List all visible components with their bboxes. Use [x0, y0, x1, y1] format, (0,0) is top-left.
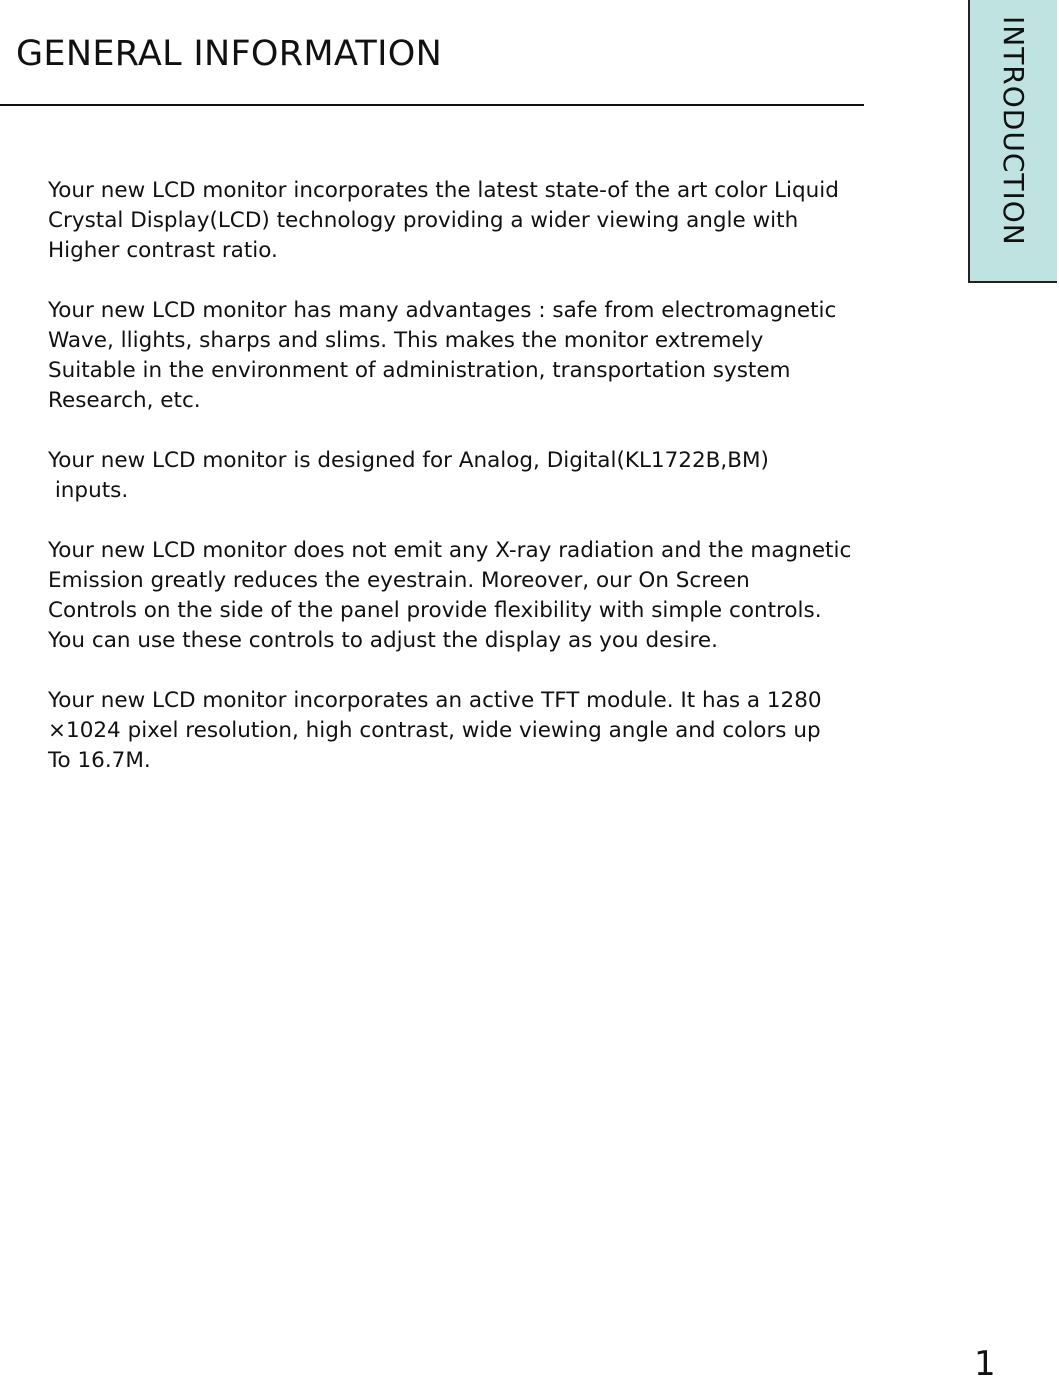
paragraph-tft-module: [48, 686, 948, 776]
text-line: inputs.: [48, 478, 129, 503]
section-tab-introduction: [968, 0, 1057, 283]
page-number: 1: [974, 1344, 996, 1384]
text-line: Your new LCD monitor incorporates the latest state-of the art color Liquid: [48, 178, 839, 203]
section-tab-label: INTRODUCTION: [997, 16, 1030, 246]
text-line: Your new LCD monitor incorporates an active TFT module. It has a 1280: [48, 688, 822, 713]
text-line: Your new LCD monitor is designed for Analog, Digital(KL1722B,BM): [48, 448, 769, 473]
text-line: You can use these controls to adjust the display as you desire.: [48, 628, 718, 653]
paragraph-advantages: [48, 296, 948, 416]
paragraph-radiation-controls: [48, 536, 948, 656]
text-line: To 16.7M.: [48, 748, 151, 773]
title-divider: [0, 104, 864, 106]
text-line: Your new LCD monitor does not emit any X-ray radiation and the magnetic: [48, 538, 852, 563]
text-line: ×1024 pixel resolution, high contrast, wide viewing angle and colors up: [48, 718, 821, 743]
body-text: [48, 176, 948, 806]
paragraph-lcd-technology: [48, 176, 948, 266]
text-line: Crystal Display(LCD) technology providing a wider viewing angle with: [48, 208, 799, 233]
text-line: Your new LCD monitor has many advantages : safe from electromagnetic: [48, 298, 837, 323]
paragraph-inputs: [48, 446, 948, 506]
page-title: GENERAL INFORMATION: [16, 34, 443, 74]
text-line: Wave, llights, sharps and slims. This makes the monitor extremely: [48, 328, 764, 353]
text-line: Emission greatly reduces the eyestrain. Moreover, our On Screen: [48, 568, 750, 593]
text-line: Higher contrast ratio.: [48, 238, 278, 263]
text-line: Controls on the side of the panel provide flexibility with simple controls.: [48, 598, 822, 623]
text-line: Research, etc.: [48, 388, 201, 413]
text-line: Suitable in the environment of administration, transportation system: [48, 358, 791, 383]
